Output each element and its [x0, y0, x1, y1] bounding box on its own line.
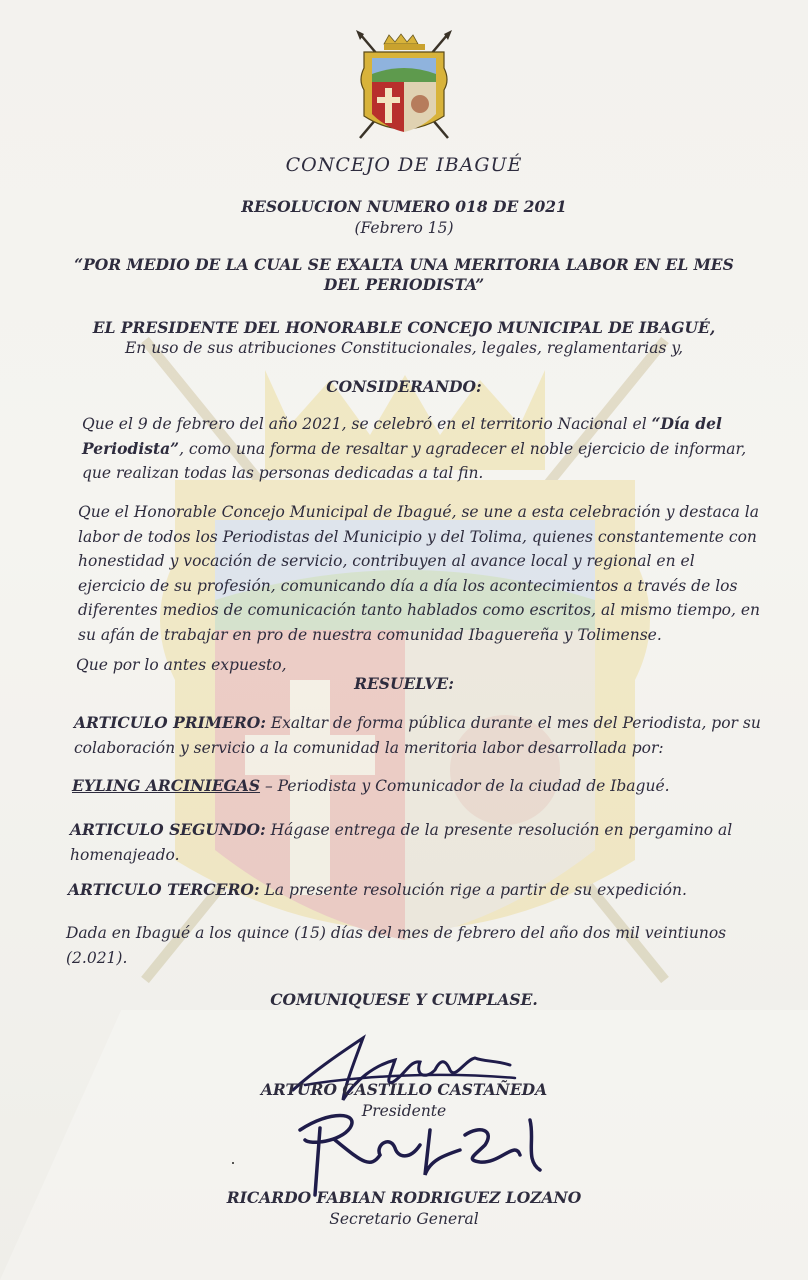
dia-del-periodista-highlight: “Día del Periodista”: [82, 414, 722, 458]
council-crest-logo: [352, 28, 456, 144]
president-line: EL PRESIDENTE DEL HONORABLE CONCEJO MUNICIPAL DE IBAGUÉ,: [92, 318, 716, 337]
council-name: CONCEJO DE IBAGUÉ: [285, 154, 523, 176]
secretary-signature: [280, 1100, 560, 1200]
article-2: ARTICULO SEGUNDO: Hágase entrega de la presente resolución en pergamino al homenajeado.: [70, 820, 733, 864]
subject-line-2: DEL PERIODISTA”: [323, 275, 485, 294]
subject-line-1: “POR MEDIO DE LA CUAL SE EXALTA UNA MERITORIA LABOR EN EL MES: [74, 255, 734, 274]
president-title: Presidente: [361, 1102, 447, 1120]
resolution-date: (Febrero 15): [354, 219, 454, 237]
article-1-label: ARTICULO PRIMERO:: [74, 713, 266, 732]
article-3-label: ARTICULO TERCERO:: [68, 880, 260, 899]
ink-speck: [232, 1162, 234, 1164]
powers-line: En uso de sus atribuciones Constitucionales, legales, reglamentarias y,: [124, 339, 684, 357]
honoree-name: EYLING ARCINIEGAS: [72, 776, 261, 795]
considerando-heading: CONSIDERANDO:: [326, 377, 482, 396]
considerando-paragraph-3: Que por lo antes expuesto,: [76, 656, 287, 674]
considerando-paragraph-2: Que el Honorable Concejo Municipal de Ibagué, se une a esta celebración y destaca la labor de todos los Periodistas del Municipio y del Tolima, quienes constantemente con honestidad y vocación de servicio, contribuyen al avance local y regional en el ejercicio de su profesión, comunicando día a día los acontecimientos a través de los diferentes medios de comunicación tanto hablados como escritos, al mismo tiempo, en su afán de trabajar en pro de nuestra comunidad Ibaguereña y Tolimense.: [78, 503, 760, 644]
resolution-title: RESOLUCION NUMERO 018 DE 2021: [241, 197, 567, 216]
considerando-paragraph-1: Que el 9 de febrero del año 2021, se celebró en el territorio Nacional el “Día del Periodista”, como una forma de resaltar y agradecer el noble ejercicio de informar, que realizan todas las personas dedicadas a tal fin.: [82, 414, 747, 482]
secretary-title: Secretario General: [329, 1210, 479, 1228]
president-name: ARTURO CASTILLO CASTAÑEDA: [260, 1080, 548, 1099]
closing-statement: COMUNIQUESE Y CUMPLASE.: [270, 990, 538, 1009]
honoree-line: [72, 776, 670, 796]
secretary-name: RICARDO FABIAN RODRIGUEZ LOZANO: [226, 1188, 582, 1207]
honoree-description: – Periodista y Comunicador de la ciudad de Ibagué.: [260, 777, 670, 795]
article-3: ARTICULO TERCERO: La presente resolución rige a partir de su expedición.: [68, 880, 687, 899]
article-2-label: ARTICULO SEGUNDO:: [70, 820, 266, 839]
resuelve-heading: RESUELVE:: [354, 674, 454, 693]
given-at-statement: Dada en Ibagué a los quince (15) días del mes de febrero del año dos mil veintiunos (2.021).: [66, 924, 727, 967]
article-1: ARTICULO PRIMERO: Exaltar de forma pública durante el mes del Periodista, por su colaboración y servicio a la comunidad la meritoria labor desarrollada por:: [74, 713, 761, 757]
